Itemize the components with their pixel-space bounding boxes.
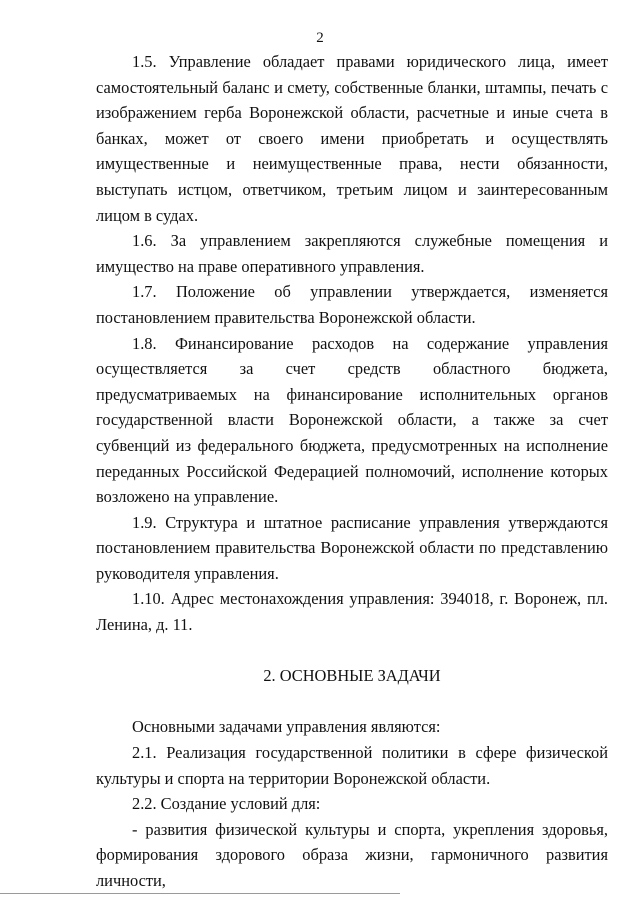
paragraph-1-9: 1.9. Структура и штатное расписание управления утверждаются постановлением правительства Воронежской области по представлению руководителя управления. bbox=[96, 512, 608, 583]
paragraph-1-8: 1.8. Финансирование расходов на содержание управления осуществляется за счет средств областного бюджета, предусматриваемых на финансирование исполнительных органов государственной власти Воронежской области, а также за счет субвенций из федерального бюджета, предусмотренных на исполнение переданных Российской Федерацией полномочий, исполнение которых возложено на управление. bbox=[96, 333, 608, 507]
paragraph-1-10: 1.10. Адрес местонахождения управления: 394018, г. Воронеж, пл. Ленина, д. 11. bbox=[96, 589, 608, 635]
section-heading: 2. ОСНОВНЫЕ ЗАДАЧИ bbox=[263, 666, 441, 686]
page-number: 2 bbox=[316, 30, 324, 46]
paragraph-2-2-item: - развития физической культуры и спорта, укрепления здоровья, формирования здорового образа жизни, гармоничного развития личности, bbox=[96, 819, 608, 890]
paragraph-2-1: 2.1. Реализация государственной политики в сфере физической культуры и спорта на территории Воронежской области. bbox=[96, 743, 608, 788]
paragraph-tasks-intro: Основными задачами управления являются: bbox=[132, 717, 441, 737]
document-body bbox=[96, 49, 608, 894]
paragraph-1-7: 1.7. Положение об управлении утверждается, изменяется постановлением правительства Воронежской области. bbox=[96, 282, 608, 327]
paragraph-1-5: 1.5. Управление обладает правами юридического лица, имеет самостоятельный баланс и смету, собственные бланки, штампы, печать с изображением герба Воронежской области, расчетные и иные счета в банках, может от своего имени приобретать и осуществлять имущественные и неимущественные права, нести обязанности, выступать истцом, ответчиком, третьим лицом и заинтересованным лицом в судах. bbox=[96, 52, 608, 225]
paragraph-2-2: 2.2. Создание условий для: bbox=[132, 794, 321, 814]
paragraph-1-6: 1.6. За управлением закрепляются служебные помещения и имущество на праве оперативного управления. bbox=[96, 231, 608, 276]
scan-edge-line bbox=[0, 893, 400, 894]
